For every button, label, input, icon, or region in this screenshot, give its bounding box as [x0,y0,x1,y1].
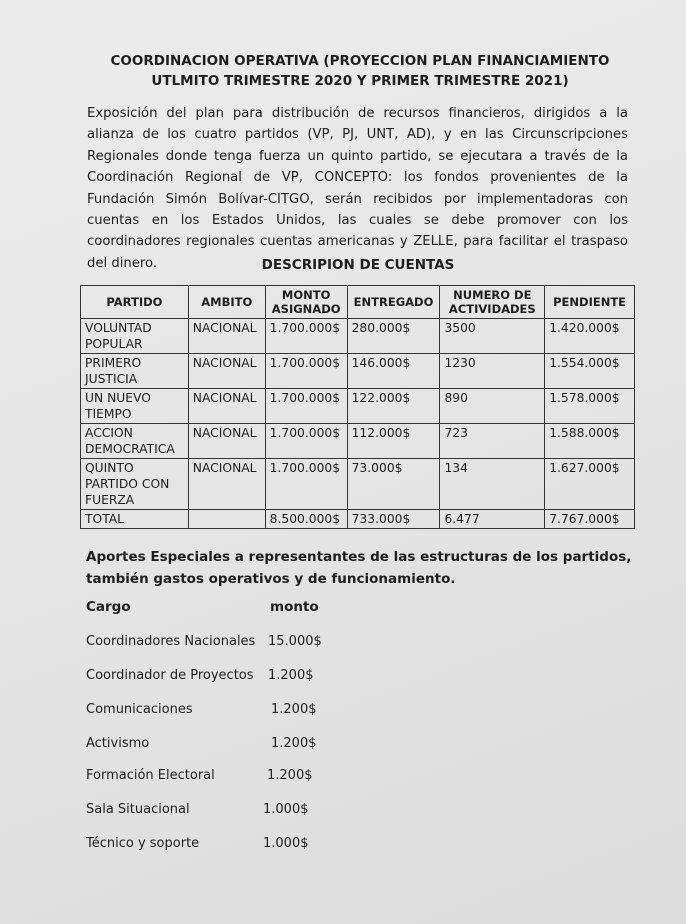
table-cell: 1230 [440,354,545,389]
table-cell: 1.700.000$ [265,389,347,424]
column-header: NUMERO DE ACTIVIDADES [440,286,545,319]
aportes-heading: Aportes Especiales a representantes de las estructuras de los partidos, también gastos operativos y de funcionamiento. [86,549,632,587]
title-line-1: COORDINACION OPERATIVA (PROYECCION PLAN FINANCIAMIENTO [110,53,610,69]
monto-value: 1.200$ [271,736,317,751]
document-title [60,51,660,91]
table-cell: 1.700.000$ [265,319,347,354]
table-cell: 112.000$ [347,424,440,459]
table-row [81,459,635,510]
cargo-label: Formación Electoral [86,768,215,783]
monto-value: 1.200$ [271,702,317,717]
table-cell: 1.700.000$ [265,424,347,459]
title-line-2: UTLMITO TRIMESTRE 2020 Y PRIMER TRIMESTRE 2021) [151,73,569,89]
monto-header: monto [270,599,319,615]
column-header: MONTO ASIGNADO [265,286,347,319]
table-cell: NACIONAL [188,389,265,424]
monto-value: 1.200$ [267,768,313,783]
table-cell: 73.000$ [347,459,440,510]
table-header-row [81,286,635,319]
table-cell: 146.000$ [347,354,440,389]
table-row [81,424,635,459]
cargo-label: Comunicaciones [86,702,193,717]
intro-paragraph: Exposición del plan para distribución de recursos financieros, dirigidos a la alianza de los cuatro partidos (VP, PJ, UNT, AD), y en las Circunscripciones Regionales donde tenga fuerza un quinto partido, se ejecutara a través de la Coordinación Regional de VP, CONCEPTO: los fondos provenientes de la Fundación Simón Bolívar-CITGO, serán recibidos por implementadoras con cuentas en los Estados Unidos, las cuales se debe promover con los coordinadores regionales cuentas americanas y ZELLE, para facilitar el traspaso del dinero. [87,106,628,271]
table-cell: 733.000$ [347,510,440,529]
table-cell: 7.767.000$ [545,510,635,529]
cargo-label: Activismo [86,736,150,751]
table-cell: 1.420.000$ [545,319,635,354]
table-cell: NACIONAL [188,319,265,354]
cargo-label: Técnico y soporte [86,836,200,851]
monto-value: 1.200$ [268,668,314,683]
table-cell: TOTAL [81,510,189,529]
table-cell: 1.700.000$ [265,459,347,510]
column-header: AMBITO [188,286,265,319]
table-cell [188,510,265,529]
table-cell: 1.627.000$ [545,459,635,510]
table-cell: NACIONAL [188,354,265,389]
cargo-label: Coordinador de Proyectos [86,668,254,683]
table-cell: 3500 [440,319,545,354]
monto-value: 1.000$ [263,802,309,817]
table-heading: DESCRIPION DE CUENTAS [261,257,455,273]
table-row [81,319,635,354]
table-cell: 122.000$ [347,389,440,424]
cargo-label: Coordinadores Nacionales [86,634,256,649]
table-cell: NACIONAL [188,424,265,459]
table-cell: 1.578.000$ [545,389,635,424]
table-cell: 8.500.000$ [265,510,347,529]
monto-value: 1.000$ [263,836,309,851]
accounts-table [80,285,635,529]
table-cell: 890 [440,389,545,424]
table-row [81,389,635,424]
column-header: PENDIENTE [545,286,635,319]
table-cell: UN NUEVO TIEMPO [81,389,189,424]
table-cell: PRIMERO JUSTICIA [81,354,189,389]
table-cell: 1.588.000$ [545,424,635,459]
cargo-label: Sala Situacional [86,802,190,817]
table-cell: 1.554.000$ [545,354,635,389]
table-cell: 280.000$ [347,319,440,354]
monto-value: 15.000$ [268,634,322,649]
table-cell: VOLUNTAD POPULAR [81,319,189,354]
total-row [81,510,635,529]
table-cell: 723 [440,424,545,459]
table-cell: 1.700.000$ [265,354,347,389]
table-cell: QUINTO PARTIDO CON FUERZA [81,459,189,510]
column-header: PARTIDO [81,286,189,319]
table-cell: 6.477 [440,510,545,529]
table-cell: ACCION DEMOCRATICA [81,424,189,459]
column-header: ENTREGADO [347,286,440,319]
table-row [81,354,635,389]
table-cell: 134 [440,459,545,510]
cargo-header: Cargo [86,599,131,615]
table-cell: NACIONAL [188,459,265,510]
